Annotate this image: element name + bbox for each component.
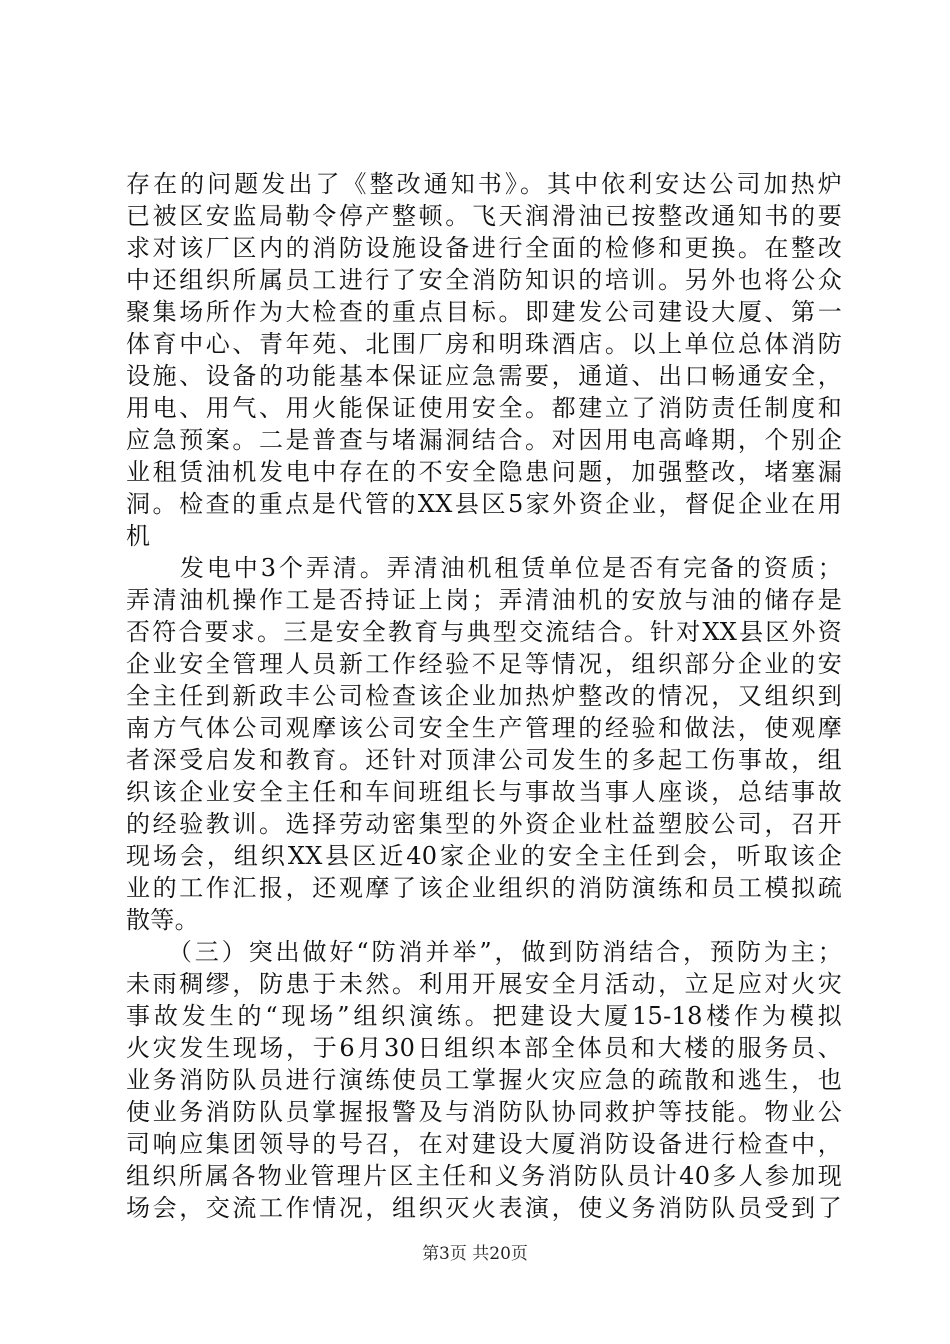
text-line: 体育中心、青年苑、北围厂房和明珠酒店。以上单位总体消防 <box>126 330 842 358</box>
text-line: 应急预案。二是普查与堵漏洞结合。对因用电高峰期，个别企 <box>126 426 842 454</box>
text-line: 散等。 <box>126 906 199 934</box>
text-line: 组织所属各物业管理片区主任和义务消防队员计40多人参加现 <box>126 1162 842 1190</box>
text-line: （三）突出做好“防消并举”，做到防消结合，预防为主； <box>126 938 842 966</box>
text-line: 发电中3个弄清。弄清油机租赁单位是否有完备的资质； <box>126 554 842 582</box>
text-line: 的经验教训。选择劳动密集型的外资企业杜益塑胶公司，召开 <box>126 810 842 838</box>
text-line: 未雨稠缪，防患于未然。利用开展安全月活动，立足应对火灾 <box>126 970 842 998</box>
text-line: 否符合要求。三是安全教育与典型交流结合。针对XX县区外资 <box>126 618 842 646</box>
text-line: 场会，交流工作情况，组织灭火表演，使义务消防队员受到了 <box>126 1194 842 1222</box>
text-line: 火灾发生现场，于6月30日组织本部全体员和大楼的服务员、 <box>126 1034 842 1062</box>
text-line: 全主任到新政丰公司检查该企业加热炉整改的情况，又组织到 <box>126 682 842 710</box>
text-line: 中还组织所属员工进行了安全消防知识的培训。另外也将公众 <box>126 266 842 294</box>
text-line: 求对该厂区内的消防设施设备进行全面的检修和更换。在整改 <box>126 234 842 262</box>
text-line: 机 <box>126 522 151 550</box>
text-line: 企业安全管理人员新工作经验不足等情况，组织部分企业的安 <box>126 650 842 678</box>
text-line: 业务消防队员进行演练使员工掌握火灾应急的疏散和逃生，也 <box>126 1066 842 1094</box>
text-line: 现场会，组织XX县区近40家企业的安全主任到会，听取该企 <box>126 842 842 870</box>
text-line: 司响应集团领导的号召，在对建设大厦消防设备进行检查中， <box>126 1130 842 1158</box>
page-footer: 第3页 共20页 <box>422 1244 528 1264</box>
text-line: 织该企业安全主任和车间班组长与事故当事人座谈，总结事故 <box>126 778 842 806</box>
text-line: 事故发生的“现场”组织演练。把建设大厦15-18楼作为模拟 <box>126 1002 842 1030</box>
text-line: 设施、设备的功能基本保证应急需要，通道、出口畅通安全， <box>126 362 842 390</box>
text-line: 者深受启发和教育。还针对顶津公司发生的多起工伤事故，组 <box>126 746 842 774</box>
text-line: 用电、用气、用火能保证使用安全。都建立了消防责任制度和 <box>126 394 842 422</box>
text-line: 弄清油机操作工是否持证上岗；弄清油机的安放与油的储存是 <box>126 586 842 614</box>
text-line: 南方气体公司观摩该公司安全生产管理的经验和做法，使观摩 <box>126 714 842 742</box>
text-line: 业的工作汇报，还观摩了该企业组织的消防演练和员工模拟疏 <box>126 874 842 902</box>
text-line: 存在的问题发出了《整改通知书》。其中依利安达公司加热炉 <box>126 170 842 198</box>
text-line: 已被区安监局勒令停产整顿。飞天润滑油已按整改通知书的要 <box>126 202 842 230</box>
body-text <box>126 168 842 1224</box>
text-line: 洞。检查的重点是代管的XX县区5家外资企业，督促企业在用 <box>126 490 842 518</box>
text-line: 聚集场所作为大检查的重点目标。即建发公司建设大厦、第一 <box>126 298 842 326</box>
text-line: 业租赁油机发电中存在的不安全隐患问题，加强整改，堵塞漏 <box>126 458 842 486</box>
text-line: 使业务消防队员掌握报警及与消防队协同救护等技能。物业公 <box>126 1098 842 1126</box>
